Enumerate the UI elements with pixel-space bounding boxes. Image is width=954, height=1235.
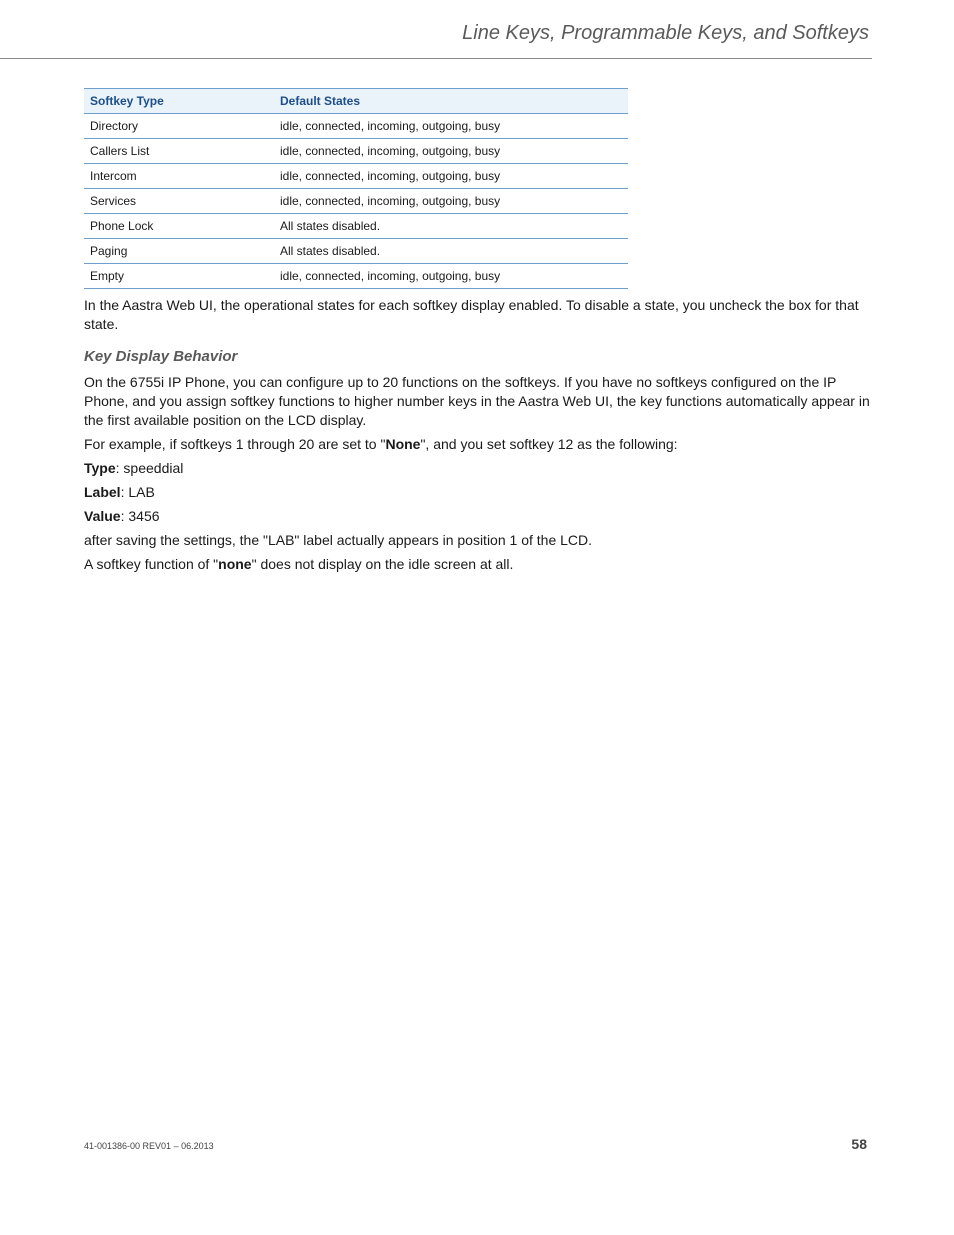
body-content: [84, 296, 870, 579]
table-cell-default-states: idle, connected, incoming, outgoing, busy: [274, 164, 628, 189]
table-cell-softkey-type: Phone Lock: [84, 214, 274, 239]
footer-page-number: 58: [851, 1136, 867, 1152]
setting-type-label: Type: [84, 460, 116, 476]
table-cell-softkey-type: Paging: [84, 239, 274, 264]
column-header-softkey-type: Softkey Type: [84, 89, 274, 114]
table-cell-default-states: idle, connected, incoming, outgoing, busy: [274, 114, 628, 139]
setting-label-label: Label: [84, 484, 121, 500]
table-header-row: [84, 89, 628, 114]
table-cell-default-states: idle, connected, incoming, outgoing, busy: [274, 189, 628, 214]
paragraph-softkey-capacity: On the 6755i IP Phone, you can configure up to 20 functions on the softkeys. If you have no softkeys configured on the IP Phone, and you assign softkey functions to higher number keys in the Aastra Web UI, the key functions automatically appear in the first available position on the LCD display.: [84, 374, 870, 428]
softkey-default-states-table: [84, 88, 628, 289]
table-cell-default-states: All states disabled.: [274, 214, 628, 239]
paragraph-after-saving: after saving the settings, the "LAB" label actually appears in position 1 of the LCD.: [84, 532, 593, 548]
example-text-post: ", and you set softkey 12 as the following:: [420, 436, 678, 452]
setting-label-value: : LAB: [120, 484, 155, 500]
table-cell-softkey-type: Directory: [84, 114, 274, 139]
table-row: [84, 114, 628, 139]
table-row: [84, 264, 628, 289]
setting-value: [84, 507, 870, 526]
page-header-title: Line Keys, Programmable Keys, and Softkeys: [462, 22, 869, 44]
setting-value-label: Value: [84, 508, 121, 524]
column-header-default-states: Default States: [274, 89, 628, 114]
intro-paragraph: In the Aastra Web UI, the operational states for each softkey display enabled. To disable a state, you uncheck the box for that state.: [84, 297, 859, 332]
none-text-post: " does not display on the idle screen at all.: [251, 556, 514, 572]
paragraph-none-function: [84, 555, 870, 574]
setting-type: [84, 459, 870, 478]
table-row: [84, 164, 628, 189]
setting-value-value: : 3456: [120, 508, 160, 524]
footer-document-number: 41-001386-00 REV01 – 06.2013: [84, 1141, 214, 1151]
paragraph-example: [84, 435, 870, 454]
table-row: [84, 239, 628, 264]
table-cell-default-states: idle, connected, incoming, outgoing, busy: [274, 139, 628, 164]
setting-label: [84, 483, 870, 502]
table-cell-softkey-type: Intercom: [84, 164, 274, 189]
section-heading-key-display-behavior: Key Display Behavior: [84, 348, 238, 365]
example-text-bold: None: [385, 436, 421, 452]
table-row: [84, 139, 628, 164]
setting-type-value: : speeddial: [115, 460, 184, 476]
table-row: [84, 214, 628, 239]
none-text-bold: none: [218, 556, 252, 572]
example-text-pre: For example, if softkeys 1 through 20 are set to ": [84, 436, 386, 452]
table-cell-softkey-type: Callers List: [84, 139, 274, 164]
none-text-pre: A softkey function of ": [84, 556, 219, 572]
table-cell-softkey-type: Empty: [84, 264, 274, 289]
table-cell-default-states: All states disabled.: [274, 239, 628, 264]
table-row: [84, 189, 628, 214]
table-cell-default-states: idle, connected, incoming, outgoing, busy: [274, 264, 628, 289]
table-cell-softkey-type: Services: [84, 189, 274, 214]
header-divider: [0, 58, 872, 59]
